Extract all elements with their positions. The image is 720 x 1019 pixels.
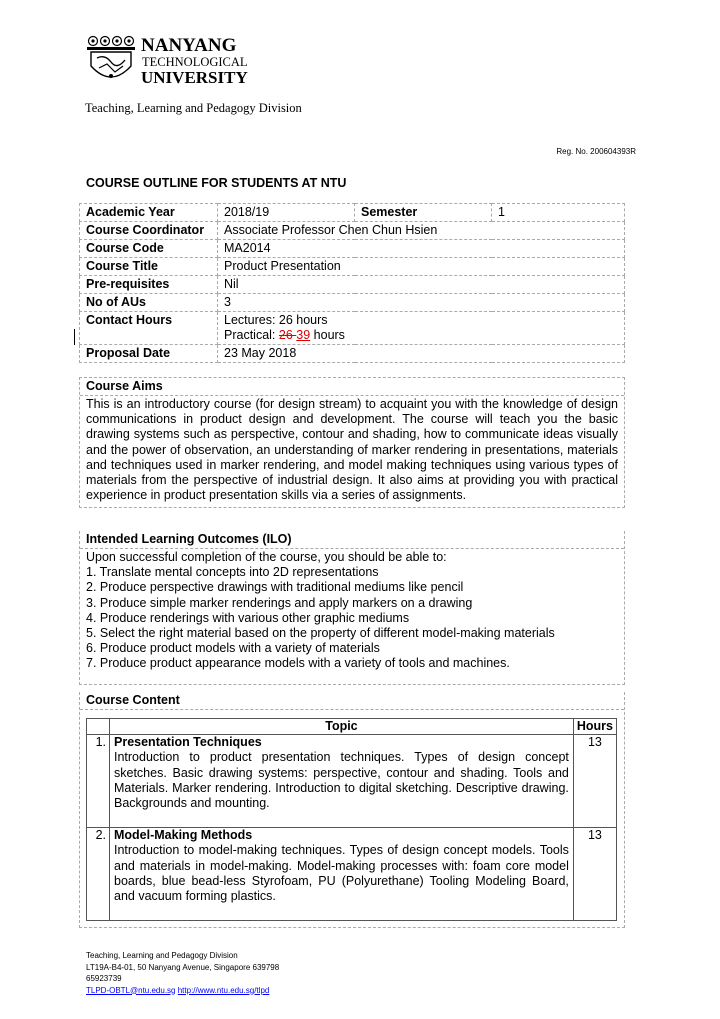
- row-proposal-date: [80, 345, 625, 363]
- logo-word-2: TECHNOLOGICAL: [142, 55, 248, 69]
- prereq-label: Pre-requisites: [80, 276, 218, 294]
- semester-value: 1: [492, 204, 625, 222]
- aus-label: No of AUs: [80, 294, 218, 312]
- academic-year-label: Academic Year: [80, 204, 218, 222]
- ilo-item: 3. Produce simple marker renderings and apply markers on a drawing: [86, 595, 473, 610]
- footer-division: Teaching, Learning and Pedagogy Division: [86, 951, 238, 960]
- topic-cell: [110, 828, 574, 921]
- topic-description: Introduction to model-making techniques. Types of design concept models. Tools and materials in model-making. Model-making processes with: foam core model boards, blue bead-less Styrofoam, PU (Polyurethane) Tooling Modeling Board, and vacuum forming plastics.: [114, 843, 569, 904]
- topic-hours: 13: [573, 735, 616, 828]
- aus-value: 3: [218, 294, 625, 312]
- inserted-text: 39: [296, 328, 311, 342]
- deleted-text: 26: [278, 328, 297, 342]
- num-header: [87, 719, 110, 735]
- course-aims-heading: Course Aims: [80, 378, 624, 396]
- website-link[interactable]: http://www.ntu.edu.sg/tlpd: [177, 985, 270, 995]
- lectures-hours: Lectures: 26 hours: [224, 313, 328, 327]
- ilo-body: [80, 549, 624, 684]
- course-content-table: [86, 718, 617, 921]
- coordinator-value: Associate Professor Chen Chun Hsien: [218, 222, 625, 240]
- coordinator-label: Course Coordinator: [80, 222, 218, 240]
- academic-year-value: 2018/19: [218, 204, 355, 222]
- topic-hours: 13: [573, 828, 616, 921]
- proposal-date-value: 23 May 2018: [218, 345, 625, 363]
- course-aims-text: This is an introductory course (for design stream) to acquaint you with the knowledge of design communications in product design and development. The course will teach you the basic drawing systems such as perspective, contour and shading, how to communicate ideas visually and the power of observation, an understanding of marker rendering in presentations, materials and techniques used in marker rendering, and model making techniques using various types of materials from the perspective of industrial design. It also aims at providing you with practical experience in product presentation skills via a series of assignments.: [86, 397, 618, 503]
- topic-cell: [110, 735, 574, 828]
- semester-label: Semester: [355, 204, 492, 222]
- ilo-item: 1. Translate mental concepts into 2D representations: [86, 565, 379, 580]
- reg-number: Reg. No. 200604393R: [556, 147, 636, 156]
- ilo-intro: Upon successful completion of the course, you should be able to:: [86, 550, 447, 564]
- ntu-logo: [85, 32, 255, 90]
- row-title: [80, 258, 625, 276]
- row-coordinator: [80, 222, 625, 240]
- footer-phone: 65923739: [86, 974, 122, 983]
- row-code: [80, 240, 625, 258]
- topic-header: Topic: [110, 719, 574, 735]
- prereq-value: Nil: [218, 276, 625, 294]
- course-content-heading: Course Content: [80, 692, 624, 710]
- course-content-section: [79, 692, 625, 928]
- contact-hours-label: Contact Hours: [80, 312, 218, 345]
- ilo-item: 7. Produce product appearance models with a variety of tools and machines.: [86, 656, 510, 671]
- crest-icon: [87, 37, 135, 79]
- row-prereq: [80, 276, 625, 294]
- ilo-item: 4. Produce renderings with various other graphic mediums: [86, 610, 410, 625]
- practical-hours: Practical: 26 39 hours: [224, 328, 345, 342]
- proposal-date-label: Proposal Date: [80, 345, 218, 363]
- course-title-value: Product Presentation: [218, 258, 625, 276]
- row-aus: [80, 294, 625, 312]
- table-row: [87, 828, 617, 921]
- course-info-table: [79, 203, 625, 363]
- logo-word-1: NANYANG: [141, 35, 237, 56]
- change-bar: [74, 329, 75, 345]
- document-title: COURSE OUTLINE FOR STUDENTS AT NTU: [86, 176, 347, 190]
- topic-title: Presentation Techniques: [114, 735, 262, 750]
- course-code-label: Course Code: [80, 240, 218, 258]
- logo-word-3: UNIVERSITY: [141, 68, 248, 87]
- division-name: Teaching, Learning and Pedagogy Division: [85, 101, 302, 115]
- ilo-section: [79, 531, 625, 685]
- email-link[interactable]: TLPD-OBTL@ntu.edu.sg: [86, 985, 176, 995]
- contact-hours-value: [218, 312, 625, 345]
- ilo-item: 6. Produce product models with a variety of materials: [86, 641, 380, 656]
- topic-number: 1.: [87, 735, 110, 828]
- course-title-label: Course Title: [80, 258, 218, 276]
- content-header-row: [87, 719, 617, 735]
- ilo-item: 5. Select the right material based on the property of different model-making materials: [86, 626, 555, 641]
- topic-number: 2.: [87, 828, 110, 921]
- ilo-heading: Intended Learning Outcomes (ILO): [80, 531, 624, 549]
- footer-address: LT19A-B4-01, 50 Nanyang Avenue, Singapore 639798: [86, 962, 280, 972]
- row-academic-year: [80, 204, 625, 222]
- topic-description: Introduction to product presentation techniques. Types of design concept sketches. Basic drawing systems: perspective, contour and shading. Tools and Materials. Marker rendering. Introduction to digital sketching. Descriptive drawing. Backgrounds and mounting.: [114, 750, 569, 811]
- course-aims-section: [79, 377, 625, 508]
- ilo-item: 2. Produce perspective drawings with traditional mediums like pencil: [86, 580, 464, 595]
- course-code-value: MA2014: [218, 240, 625, 258]
- row-contact-hours: [80, 312, 625, 345]
- hours-header: Hours: [573, 719, 616, 735]
- footer-links: [86, 985, 279, 997]
- footer: [86, 950, 279, 996]
- table-row: [87, 735, 617, 828]
- topic-title: Model-Making Methods: [114, 828, 253, 843]
